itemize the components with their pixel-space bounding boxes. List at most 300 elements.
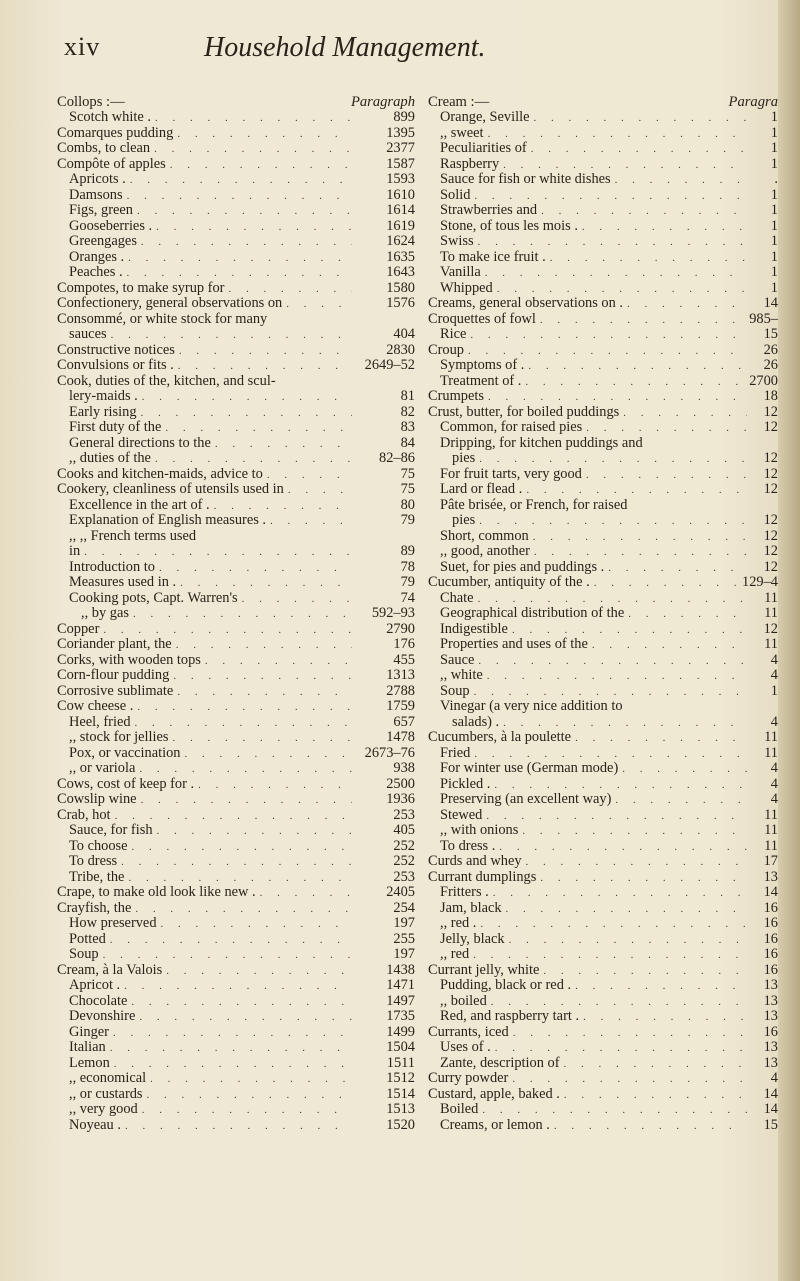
index-entry (428, 668, 778, 684)
index-entry-text: Combs, to clean (57, 141, 151, 156)
paragraph-number: 2788 (386, 683, 415, 699)
leader-dots (505, 933, 747, 948)
paragraph-number: 1514 (386, 1086, 415, 1102)
index-entry (57, 916, 415, 932)
index-entry (428, 1102, 778, 1118)
paragraph-number: 26 (763, 358, 778, 373)
index-entry (57, 374, 415, 390)
index-entry-text: Custard, apple, baked . (428, 1086, 560, 1102)
index-entry-text: lery-maids . (69, 389, 138, 404)
leader-dots (111, 809, 352, 824)
paragraph-number: 1513 (386, 1102, 415, 1117)
paragraph-number: 1313 (386, 668, 415, 683)
index-entry (428, 653, 778, 669)
leader-dots (143, 1088, 352, 1103)
leader-dots (238, 592, 352, 607)
index-entry-text: ,, stock for jellies (69, 730, 169, 745)
leader-dots (559, 1057, 747, 1072)
leader-dots (604, 561, 747, 576)
index-entry (57, 1071, 415, 1087)
leader-dots (175, 344, 352, 359)
index-entry (57, 591, 415, 607)
index-entry-text: Soup (440, 683, 470, 699)
leader-dots (123, 189, 352, 204)
paragraph-number: 1438 (386, 962, 415, 978)
index-entry-text: sauces (69, 327, 107, 342)
index-entry (57, 157, 415, 173)
index-entry-text: Copper (57, 621, 100, 637)
leader-dots (169, 731, 352, 746)
index-entry (428, 188, 778, 204)
index-entry (428, 265, 778, 281)
index-entry-text: Compotes, to make syrup for (57, 280, 225, 296)
page-number: xiv (64, 32, 101, 61)
index-entry-text: Coriander plant, the (57, 637, 172, 652)
paragraph-number: 2673–76 (364, 745, 415, 761)
paragraph-number: 176 (393, 637, 415, 652)
index-entry-text: Crumpets (428, 389, 484, 404)
index-entry (57, 746, 415, 762)
running-title: Household Management. (204, 32, 486, 63)
index-entry (57, 234, 415, 250)
index-entry-text: Cream, à la Valois (57, 962, 163, 978)
index-entry-text: Creams, general observations on . (428, 296, 624, 311)
index-entry-text: Lemon (69, 1055, 110, 1071)
paragraph-number: 4 (770, 714, 778, 730)
leader-dots (518, 824, 747, 839)
leader-dots (489, 886, 747, 901)
paragraph-number: 404 (393, 327, 415, 342)
index-entry (57, 265, 415, 281)
index-entry-text: To make ice fruit . (440, 249, 546, 265)
index-entry-text: General directions to the (69, 435, 211, 451)
index-entry (57, 389, 415, 405)
column-heading (57, 94, 415, 110)
index-entry-text: Comarques pudding (57, 125, 174, 141)
paragraph-number: 12 (763, 559, 778, 575)
paragraph-number: 12 (763, 466, 778, 482)
index-entry (428, 513, 778, 529)
index-entry-text: Strawberries and (440, 203, 538, 218)
index-entry (57, 792, 415, 808)
index-entry-text: ,, or custards (69, 1086, 143, 1102)
leader-dots (582, 468, 747, 483)
leader-dots (135, 762, 352, 777)
index-entry-text: Early rising (69, 404, 137, 420)
index-entry-text: Gooseberries . (69, 218, 153, 234)
paragraph-number: 75 (400, 466, 415, 482)
paragraph-number: 1635 (386, 249, 415, 265)
index-entry (57, 544, 415, 560)
paragraph-number: 938 (393, 761, 415, 776)
leader-dots (284, 483, 352, 498)
paragraph-number: 13 (763, 1009, 778, 1024)
leader-dots (138, 1103, 352, 1118)
index-entry (57, 730, 415, 746)
leader-dots (135, 1010, 352, 1025)
leader-dots (470, 189, 747, 204)
paragraph-number: 1936 (386, 792, 415, 807)
paragraph-number: 17 (763, 854, 778, 869)
index-entry-text: Cooks and kitchen-maids, advice to (57, 466, 263, 482)
index-entry (428, 203, 778, 219)
leader-dots (181, 747, 353, 762)
index-entry-text: pies (452, 451, 476, 466)
index-entry (428, 978, 778, 994)
index-entry (428, 172, 778, 188)
paragraph-number: 12 (763, 451, 778, 466)
leader-dots (483, 669, 747, 684)
leader-dots (80, 545, 352, 560)
index-entry (428, 312, 778, 328)
leader-dots (117, 855, 352, 870)
leader-dots (578, 220, 747, 235)
index-entry (57, 358, 415, 374)
paragraph-number: 1735 (386, 1009, 415, 1024)
paragraph-number: 1593 (386, 172, 415, 187)
leader-dots (474, 235, 747, 250)
index-entry (428, 885, 778, 901)
index-entry-text: Currant jelly, white (428, 962, 540, 978)
leader-dots (256, 886, 352, 901)
leader-dots (508, 1072, 747, 1087)
index-entry (57, 343, 415, 359)
index-entry-text: How preserved (69, 916, 157, 931)
index-entry (428, 792, 778, 808)
leader-dots (475, 452, 747, 467)
leader-dots (536, 313, 746, 328)
paragraph-number: 11 (764, 823, 778, 838)
paragraph-number: 2500 (386, 776, 415, 792)
leader-dots (539, 964, 747, 979)
paragraph-number: 89 (400, 544, 415, 559)
index-entry (57, 575, 415, 591)
index-entry-text: Raspberry (440, 156, 500, 172)
paragraph-number: 1 (770, 187, 778, 203)
leader-dots (157, 917, 352, 932)
index-entry (57, 1102, 415, 1118)
paragraph-number: 197 (393, 947, 415, 962)
index-entry-text: Dripping, for kitchen puddings and (440, 435, 643, 451)
index-entry (57, 498, 415, 514)
paragraph-number: 405 (393, 823, 415, 838)
index-entry (428, 1087, 778, 1103)
index-entry (57, 885, 415, 901)
index-entry-text: Crayfish, the (57, 900, 132, 916)
leader-dots (129, 607, 352, 622)
index-entry (428, 591, 778, 607)
paragraph-number: 81 (400, 389, 415, 404)
paragraph-number: 1497 (386, 993, 415, 1009)
index-column-right (428, 94, 778, 1133)
index-entry-text: Crust, butter, for boiled puddings (428, 404, 620, 420)
paragraph-number: 16 (763, 962, 778, 978)
leader-dots (474, 654, 747, 669)
leader-dots (99, 948, 352, 963)
leader-dots (133, 204, 352, 219)
index-entry (428, 901, 778, 917)
leader-dots (470, 685, 747, 700)
paragraph-number: 129–4 (742, 575, 778, 590)
paragraph-number: 16 (763, 1024, 778, 1040)
leader-dots (521, 375, 746, 390)
index-entry (57, 482, 415, 498)
paragraph-number: 13 (763, 869, 778, 885)
index-entry (57, 854, 415, 870)
paragraph-number: 12 (763, 544, 778, 559)
index-entry-text: ,, ,, French terms used (69, 528, 197, 544)
paragraph-number: 13 (763, 993, 778, 1009)
paragraph-number: 13 (763, 1055, 778, 1071)
index-entry (57, 932, 415, 948)
leader-dots (137, 406, 352, 421)
paragraph-number: 82 (400, 404, 415, 420)
paragraph-number: 2649–52 (364, 358, 415, 373)
paragraph-number: 4 (770, 792, 778, 807)
index-entry-text: ,, sweet (440, 125, 484, 141)
index-entry (428, 358, 778, 374)
leader-dots (162, 964, 352, 979)
paragraph-number: 252 (393, 854, 415, 869)
index-entry (428, 405, 778, 421)
index-entry-text: ,, or variola (69, 761, 136, 776)
paragraph-number: 11 (764, 807, 778, 823)
index-entry-text: Uses of . (440, 1040, 491, 1055)
paragraph-number: 1511 (386, 1055, 415, 1071)
paragraph-number: 79 (400, 513, 415, 528)
leader-dots (530, 545, 747, 560)
leader-dots (611, 793, 747, 808)
leader-dots (155, 561, 352, 576)
paragraph-number: 4 (770, 1071, 778, 1086)
leader-dots (151, 111, 352, 126)
leader-dots (546, 251, 747, 266)
index-entry-text: Damsons (69, 187, 123, 203)
index-entry-text: First duty of the (69, 420, 162, 435)
index-entry-text: Croup (428, 342, 464, 358)
paragraph-number: 79 (400, 575, 415, 590)
index-entry-text: Crab, hot (57, 807, 111, 823)
index-entry-text: ,, red . (440, 916, 477, 931)
paragraph-number: 1 (770, 265, 778, 280)
index-entry (57, 870, 415, 886)
index-entry-text: Ginger (69, 1024, 109, 1040)
leader-dots (161, 421, 352, 436)
leader-dots (522, 483, 747, 498)
leader-dots (169, 669, 352, 684)
index-entry-text: Constructive notices (57, 342, 175, 358)
leader-dots (201, 654, 352, 669)
index-entry (57, 250, 415, 266)
leader-dots (466, 328, 747, 343)
leader-dots (123, 266, 352, 281)
leader-dots (529, 530, 747, 545)
paragraph-number: 16 (763, 947, 778, 962)
index-entry-text: Properties and uses of the (440, 637, 588, 652)
index-entry-text: pies (452, 513, 476, 528)
leader-dots (590, 576, 739, 591)
leader-dots (126, 173, 352, 188)
index-entry-text: Curry powder (428, 1071, 509, 1086)
leader-dots (124, 251, 352, 266)
leader-dots (172, 638, 352, 653)
leader-dots (127, 995, 352, 1010)
paragraph-number: 1 (770, 280, 778, 296)
index-entry (428, 777, 778, 793)
index-entry (428, 823, 778, 839)
paragraph-number: 255 (393, 931, 415, 947)
paragraph-number: 1512 (386, 1071, 415, 1086)
paragraph-number: 11 (764, 745, 778, 761)
leader-dots (499, 716, 747, 731)
index-entry (428, 327, 778, 343)
leader-dots (210, 499, 352, 514)
leader-dots (476, 917, 747, 932)
index-entry (428, 1009, 778, 1025)
paragraph-number: 11 (764, 637, 778, 652)
paragraph-number: 12 (763, 528, 778, 544)
index-entry (428, 684, 778, 700)
index-entry-text: Currants, iced (428, 1024, 509, 1040)
index-entry-text: Chate (440, 590, 474, 606)
index-entry (57, 777, 415, 793)
leader-dots (509, 1026, 747, 1041)
index-entry-text: Symptoms of . (440, 358, 525, 373)
paragraph-number: 2377 (386, 141, 415, 156)
paragraph-number: 1 (770, 203, 778, 218)
leader-dots (106, 1041, 352, 1056)
index-entry-text: ,, good, another (440, 544, 530, 559)
index-entry (57, 172, 415, 188)
leader-dots (263, 468, 352, 483)
index-entry (428, 529, 778, 545)
paragraph-number: 1 (770, 683, 778, 699)
index-entry-text: For fruit tarts, very good (440, 466, 582, 482)
index-entry-text: Cowslip wine (57, 792, 137, 807)
index-entry-text: Pox, or vaccination (69, 745, 181, 761)
index-entry-text: Creams, or lemon . (440, 1117, 550, 1133)
index-entry (57, 994, 415, 1010)
index-entry-text: Treatment of . (440, 373, 522, 389)
page-header (64, 32, 764, 72)
leader-dots (550, 1119, 747, 1134)
paragraph-number: 13 (763, 1040, 778, 1055)
index-entry-list (428, 110, 778, 1133)
index-entry-text: For winter use (German mode) (440, 761, 619, 776)
leader-dots (579, 1010, 747, 1025)
index-entry-text: Jam, black (440, 900, 502, 916)
leader-dots (611, 173, 747, 188)
column-heading-label: Collops :— (57, 94, 125, 110)
index-entry-text: Apricot . (69, 978, 121, 993)
leader-dots (107, 328, 352, 343)
index-entry-text: Geographical distribution of the (440, 606, 625, 621)
index-entry-text: in (69, 544, 81, 559)
index-entry-text: Red, and raspberry tart . (440, 1009, 580, 1024)
index-entry (428, 157, 778, 173)
paragraph-number: 12 (763, 482, 778, 497)
index-column-left (57, 94, 415, 1133)
index-entry (57, 560, 415, 576)
index-entry (57, 1087, 415, 1103)
index-entry (57, 529, 415, 545)
leader-dots (150, 142, 352, 157)
paragraph-number: 1576 (386, 296, 415, 311)
leader-dots (491, 1041, 747, 1056)
paragraph-number: 1520 (386, 1117, 415, 1133)
index-entry (57, 808, 415, 824)
leader-dots (470, 747, 747, 762)
index-entry-text: Noyeau . (69, 1117, 121, 1133)
leader-dots (624, 607, 747, 622)
leader-dots (508, 623, 747, 638)
leader-dots (133, 700, 352, 715)
index-entry-text: Boiled (440, 1102, 479, 1117)
paragraph-number: 11 (764, 730, 778, 745)
leader-dots (530, 111, 747, 126)
leader-dots (128, 840, 352, 855)
index-entry-text: Solid (440, 187, 471, 203)
index-entry (428, 932, 778, 948)
paragraph-number: 4 (770, 776, 778, 792)
index-entry-text: Scotch white . (69, 110, 151, 125)
leader-dots (266, 514, 352, 529)
paragraph-number: 11 (764, 838, 778, 854)
index-entry (428, 947, 778, 963)
index-entry (57, 312, 415, 328)
paragraph-number: 14 (763, 1086, 778, 1102)
index-entry-text: Potted (69, 931, 106, 947)
index-entry (57, 405, 415, 421)
index-entry-text: Confectionery, general observations on (57, 296, 283, 311)
index-entry-text: Measures used in . (69, 575, 177, 590)
leader-dots (137, 235, 352, 250)
leader-dots (152, 220, 352, 235)
index-entry (428, 560, 778, 576)
book-binding-edge (778, 0, 800, 1281)
leader-dots (131, 902, 352, 917)
index-entry-text: Figs, green (69, 203, 133, 218)
index-entry (428, 436, 778, 452)
index-entry (428, 281, 778, 297)
index-entry (428, 916, 778, 932)
index-entry (428, 250, 778, 266)
index-entry (57, 901, 415, 917)
index-entry (57, 606, 415, 622)
index-entry (428, 451, 778, 467)
paragraph-number: 1504 (386, 1040, 415, 1055)
paragraph-number: 1580 (386, 280, 415, 296)
index-entry (57, 420, 415, 436)
index-entry (57, 281, 415, 297)
paragraph-number: 1 (770, 249, 778, 265)
index-entry (57, 451, 415, 467)
leader-dots (495, 840, 747, 855)
index-entry (57, 436, 415, 452)
index-entry (57, 947, 415, 963)
index-entry (57, 761, 415, 777)
index-entry-text: Common, for raised pies (440, 420, 583, 435)
index-entry-text: Indigestible (440, 621, 508, 637)
leader-dots (537, 204, 747, 219)
leader-dots (120, 979, 352, 994)
index-entry-text: Heel, fried (69, 714, 131, 730)
index-entry-text: Croquettes of fowl (428, 311, 536, 327)
paragraph-number: 11 (764, 590, 778, 606)
leader-dots (146, 1072, 352, 1087)
paragraph-number: 12 (763, 621, 778, 637)
paragraph-number: 2790 (386, 621, 415, 637)
